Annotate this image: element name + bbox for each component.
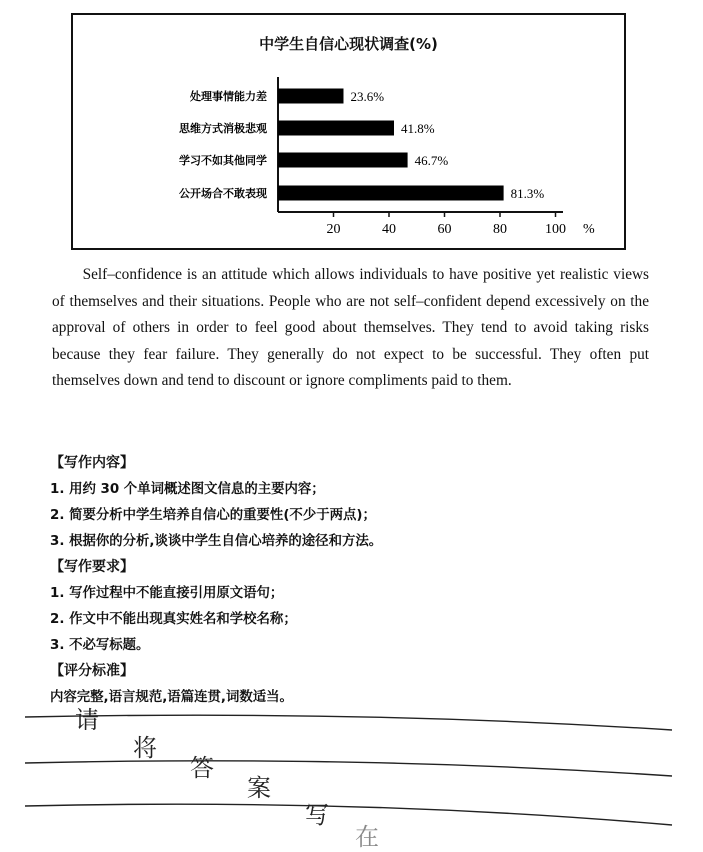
handwritten-char: 请 xyxy=(75,706,99,734)
value-label: 46.7% xyxy=(414,153,449,168)
bar xyxy=(278,186,504,201)
handwritten-char: 案 xyxy=(247,774,271,802)
bar xyxy=(278,89,343,104)
requirement-item: 3. 不必写标题。 xyxy=(50,638,150,653)
handwritten-char: 写 xyxy=(305,801,329,829)
category-label: 思维方式消极悲观 xyxy=(179,122,267,135)
content-item: 1. 用约 30 个单词概述图文信息的主要内容； xyxy=(50,482,325,497)
content-item: 2. 简要分析中学生培养自信心的重要性(不少于两点)； xyxy=(50,508,376,523)
bar xyxy=(278,153,408,168)
content-heading: 【写作内容】 xyxy=(50,455,134,471)
x-tick-label: 100 xyxy=(545,222,566,237)
bar-chart-svg xyxy=(73,15,628,252)
category-label: 处理事情能力差 xyxy=(190,90,267,103)
x-tick-label: 80 xyxy=(493,222,507,237)
handwritten-char: 答 xyxy=(190,754,214,782)
value-label: 81.3% xyxy=(510,186,545,201)
requirements-heading: 【写作要求】 xyxy=(50,559,134,575)
category-label: 公开场合不敢表现 xyxy=(179,187,267,200)
value-label: 41.8% xyxy=(400,121,435,136)
x-tick-label: 20 xyxy=(326,222,341,237)
scoring-heading: 【评分标准】 xyxy=(50,663,134,679)
chart-title: 中学生自信心现状调查(%) xyxy=(259,35,438,53)
handwritten-char: 在 xyxy=(355,823,379,851)
answer-line xyxy=(25,804,672,825)
requirement-item: 2. 作文中不能出现真实姓名和学校名称； xyxy=(50,612,297,627)
x-unit-label: % xyxy=(583,222,595,237)
category-label: 学习不如其他同学 xyxy=(179,154,267,167)
requirement-item: 1. 写作过程中不能直接引用原文语句； xyxy=(50,586,284,601)
survey-chart xyxy=(71,13,626,250)
bar xyxy=(278,121,394,136)
handwritten-char: 将 xyxy=(133,734,157,762)
scoring-text: 内容完整,语言规范,语篇连贯,词数适当。 xyxy=(50,690,293,705)
x-tick-label: 40 xyxy=(382,222,396,237)
answer-line xyxy=(25,715,672,730)
value-label: 23.6% xyxy=(350,89,385,104)
x-tick-label: 60 xyxy=(437,222,452,237)
answer-line xyxy=(25,761,672,776)
content-item: 3. 根据你的分析,谈谈中学生自信心培养的途径和方法。 xyxy=(50,534,383,549)
passage-paragraph: Self–confidence is an attitude which allows individuals to have positive yet realistic views of themselves and their situations. People who are not self–confident depend excessively on the approval of others in order to feel good about themselves. They tend to avoid taking risks because they fear failure. They generally do not expect to be successful. They often put themselves down and tend to discount or ignore compliments paid to them. xyxy=(52,266,649,389)
answer-lines xyxy=(0,700,703,843)
